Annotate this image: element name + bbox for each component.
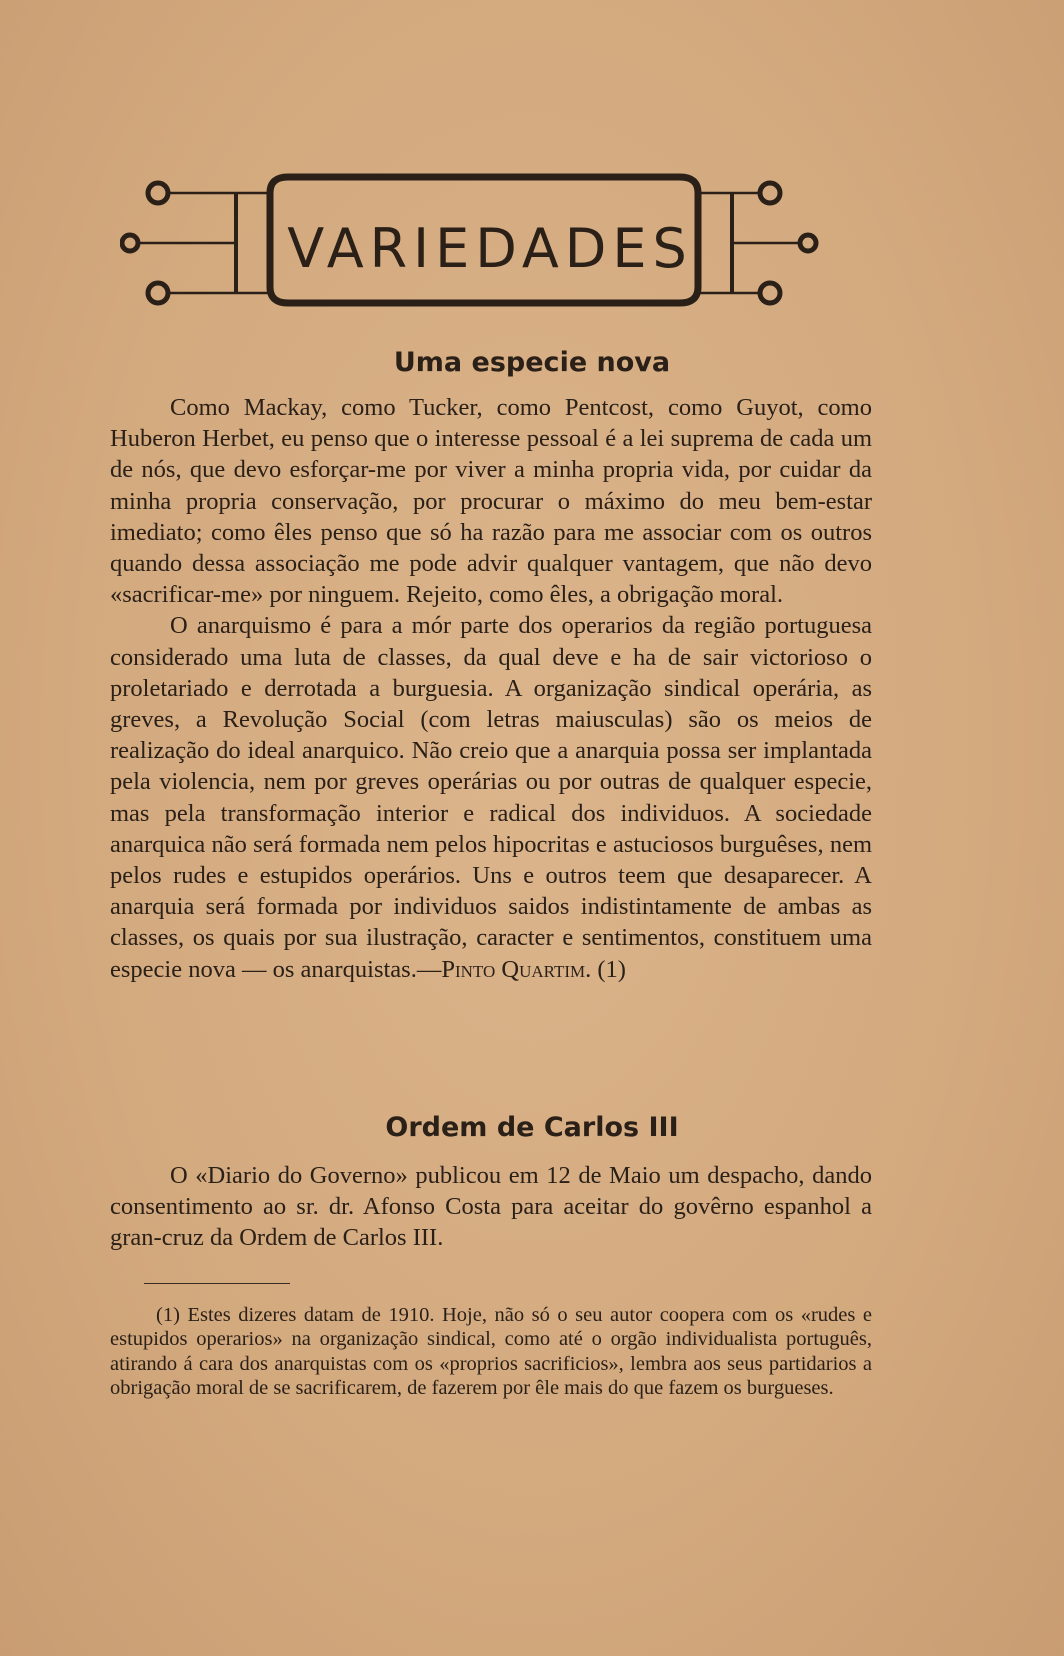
page-heading: VARIEDADES bbox=[287, 217, 693, 280]
article-paragraph: O «Diario do Governo» publicou em 12 de Maio um despacho, dando consentimento ao sr. dr. Afonso Costa para aceitar do govêrno espanhol a gran-cruz da Ordem de Carlos III. bbox=[110, 1162, 872, 1252]
article-paragraph: Como Mackay, como Tucker, como Pentcost, como Guyot, como Huberon Herbet, eu penso que o interesse pessoal é a lei suprema de cada um de nós, que devo esforçar-me por viver a minha propria vida, por cuidar da minha propria conservação, por procurar o máximo do meu bem-estar imediato; como êles penso que só ha razão para me associar com os outros quando dessa associação me pode advir qualquer vantagem, que não devo «sacrificar-me» por ninguem. Rejeito, como êles, a obrigação moral. bbox=[110, 394, 872, 609]
header-ornament bbox=[120, 165, 860, 325]
footnote-paragraph: (1) Estes dizeres datam de 1910. Hoje, não só o seu autor coopera com os «rudes e estupidos operarios» na organização sindical, como até o orgão individualista português, atirando á cara dos anarquistas com os «proprios sacrificios», lembra aos seus partidarios a obrigação moral de se sacrificarem, de fazerem por êle mais do que fazem os burgueses. bbox=[110, 1304, 872, 1399]
paragraph-text: O anarquismo é para a mór parte dos operarios da região portuguesa considerado uma luta de classes, da qual deve e ha de sair victorioso o proletariado e derrotada a burguesia. A organização sindical operária, as greves, a Revolução Social (com letras maiusculas) são os meios de realização do ideal anarquico. Não creio que a anarquia possa ser implantada pela violencia, nem por greves operárias ou por outras de qualquer especie, mas pela transformação interior e radical dos individuos. A sociedade anarquica não será formada nem pelos hipocritas e astuciosos burguêses, nem pelos rudes e estupidos operários. Uns e outros teem que desaparecer. A anarquia será formada por individuos saidos indistintamente de ambas as classes, os quais por sua ilustração, caracter e sentimentos, constituem uma especie nova — os anarquistas.— bbox=[110, 612, 872, 983]
footnote-reference: (1) bbox=[591, 955, 626, 983]
article-body-uma-especie-nova bbox=[110, 392, 872, 985]
article-title-ordem-de-carlos: Ordem de Carlos III bbox=[385, 1112, 679, 1143]
article-title-uma-especie-nova: Uma especie nova bbox=[393, 347, 671, 378]
footnote-divider bbox=[144, 1283, 290, 1284]
article-paragraph bbox=[110, 610, 872, 984]
author-signature: Pinto Quartim. bbox=[441, 955, 592, 983]
footnote bbox=[110, 1303, 872, 1400]
article-body-ordem-de-carlos bbox=[110, 1160, 872, 1254]
